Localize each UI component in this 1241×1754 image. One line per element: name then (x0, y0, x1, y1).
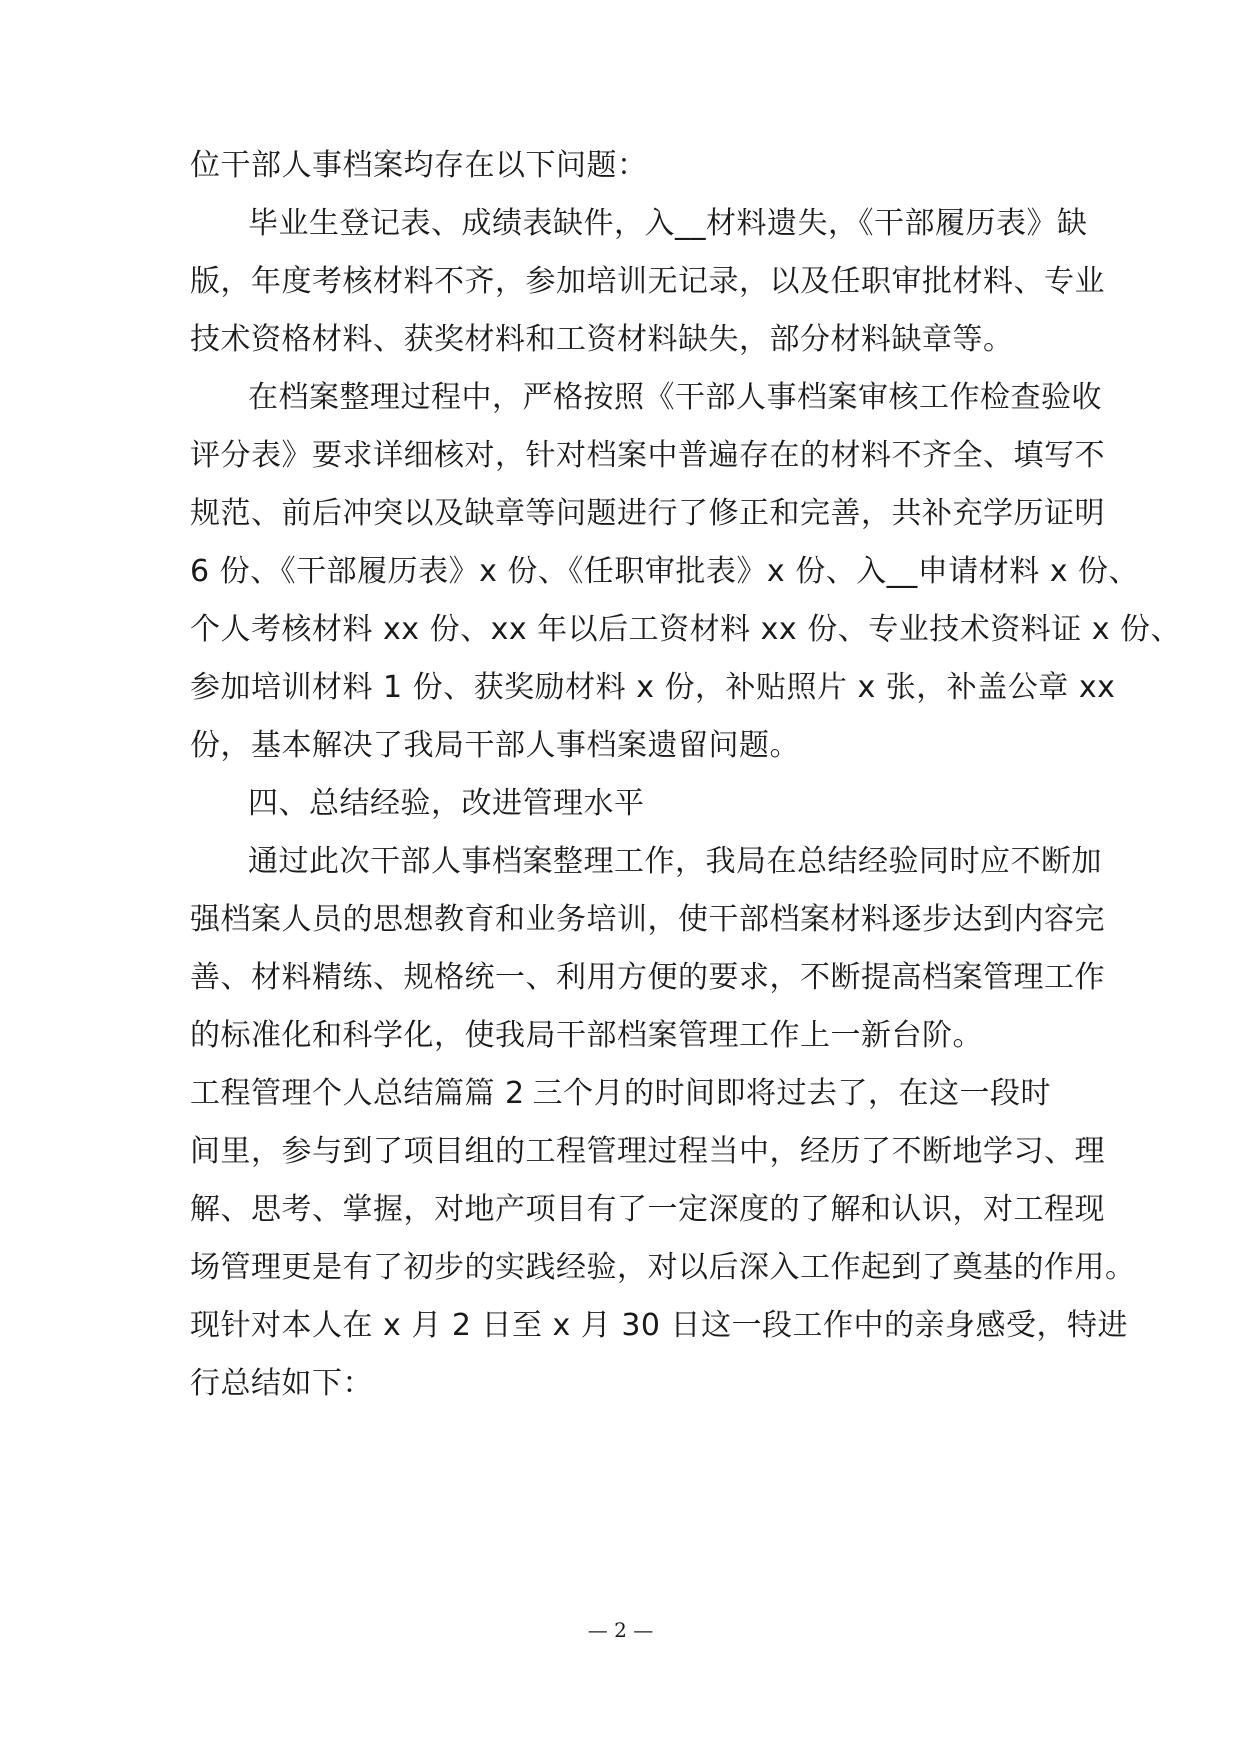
paragraph-line: 规范、前后冲突以及缺章等问题进行了修正和完善，共补充学历证明 (190, 496, 1105, 531)
section2-title: 工程管理个人总结篇篇 2 (190, 1076, 525, 1111)
paragraph-line: 技术资格材料、获奖材料和工资材料缺失，部分材料缺章等。 (190, 322, 1014, 357)
paragraph-line: 毕业生登记表、成绩表缺件，入__材料遗失，《干部履历表》缺 (248, 206, 1088, 241)
paragraph-line: 在档案整理过程中，严格按照《干部人事档案审核工作检查验收 (248, 380, 1102, 415)
paragraph-line: 现针对本人在 x 月 2 日至 x 月 30 日这一段工作中的亲身感受，特进 (190, 1308, 1129, 1343)
paragraph-line: 强档案人员的思想教育和业务培训，使干部档案材料逐步达到内容完 (190, 902, 1105, 937)
section2-text: 三个月的时间即将过去了，在这一段时 (532, 1076, 1051, 1111)
paragraph-line: 解、思考、掌握，对地产项目有了一定深度的了解和认识，对工程现 (190, 1192, 1105, 1227)
paragraph-line: 行总结如下： (190, 1366, 373, 1401)
paragraph-line: 通过此次干部人事档案整理工作，我局在总结经验同时应不断加 (248, 844, 1102, 879)
paragraph-line: 场管理更是有了初步的实践经验，对以后深入工作起到了奠基的作用。 (190, 1250, 1136, 1285)
paragraph-line: 善、材料精练、规格统一、利用方便的要求，不断提高档案管理工作 (190, 960, 1105, 995)
paragraph-line: 位干部人事档案均存在以下问题： (190, 148, 648, 183)
section-heading: 四、总结经验，改进管理水平 (248, 786, 645, 821)
paragraph-line: 评分表》要求详细核对，针对档案中普遍存在的材料不齐全、填写不 (190, 438, 1105, 473)
paragraph-line: 个人考核材料 xx 份、xx 年以后工资材料 xx 份、专业技术资料证 x 份、 (190, 612, 1182, 647)
paragraph-line: 间里，参与到了项目组的工程管理过程当中，经历了不断地学习、理 (190, 1134, 1105, 1169)
paragraph-line: 6 份、《干部履历表》x 份、《任职审批表》x 份、入__申请材料 x 份、 (190, 554, 1140, 589)
section2-first-line (190, 1074, 1051, 1114)
paragraph-line: 参加培训材料 1 份、获奖励材料 x 份，补贴照片 x 张，补盖公章 xx (190, 670, 1116, 705)
page-number: — 2 — (587, 1618, 654, 1642)
paragraph-line: 份，基本解决了我局干部人事档案遗留问题。 (190, 728, 800, 763)
paragraph-line: 的标准化和科学化，使我局干部档案管理工作上一新台阶。 (190, 1018, 983, 1053)
paragraph-line: 版，年度考核材料不齐，参加培训无记录，以及任职审批材料、专业 (190, 264, 1105, 299)
